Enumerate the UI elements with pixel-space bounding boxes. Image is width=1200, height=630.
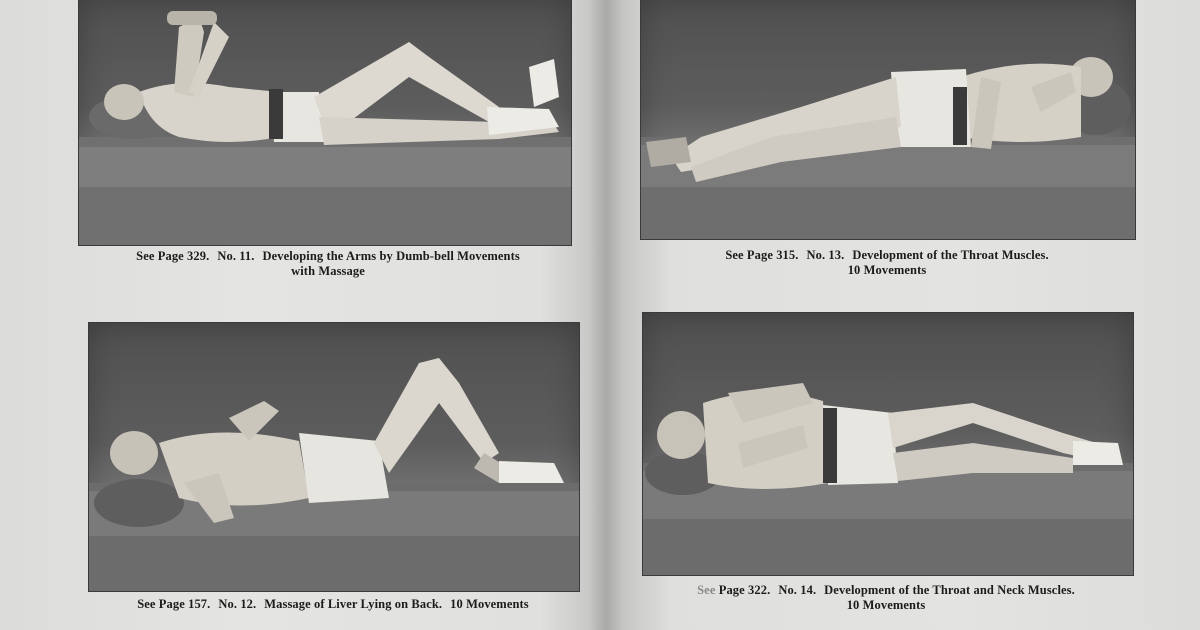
photo-no-11: [78, 0, 572, 246]
photo-no-14: [642, 312, 1134, 576]
caption-page-ref: See Page 315.: [725, 248, 799, 262]
caption-title: Developing the Arms by Dumb-bell Movements: [262, 249, 520, 263]
caption-figure-number: No. 11.: [217, 249, 255, 263]
caption-subtitle: with Massage: [291, 264, 365, 278]
caption-page-ref-faded: See: [697, 583, 716, 597]
photo-no-11-illustration: [79, 0, 571, 245]
caption-subtitle: 10 Movements: [846, 598, 926, 612]
caption-title: Massage of Liver Lying on Back.: [264, 597, 443, 611]
caption-figure-number: No. 13.: [806, 248, 845, 262]
caption-no-11: [78, 249, 578, 279]
caption-no-13: [640, 248, 1134, 278]
caption-subtitle: 10 Movements: [450, 597, 529, 611]
caption-title: Development of the Throat and Neck Muscles.: [824, 583, 1075, 597]
caption-figure-number: No. 12.: [218, 597, 257, 611]
photo-no-13-illustration: [641, 0, 1135, 239]
photo-no-14-illustration: [643, 313, 1133, 575]
caption-page-ref: See Page 157.: [137, 597, 211, 611]
caption-page-ref: Page 322.: [718, 583, 771, 597]
photo-no-12: [88, 322, 580, 592]
caption-title: Development of the Throat Muscles.: [852, 248, 1049, 262]
right-page: [610, 0, 1200, 630]
caption-subtitle: 10 Movements: [847, 263, 927, 277]
photo-no-13: [640, 0, 1136, 240]
caption-no-14: [636, 583, 1136, 613]
caption-page-ref: See Page 329.: [136, 249, 210, 263]
photo-no-12-illustration: [89, 323, 579, 591]
caption-no-12: [88, 597, 578, 612]
caption-figure-number: No. 14.: [778, 583, 817, 597]
